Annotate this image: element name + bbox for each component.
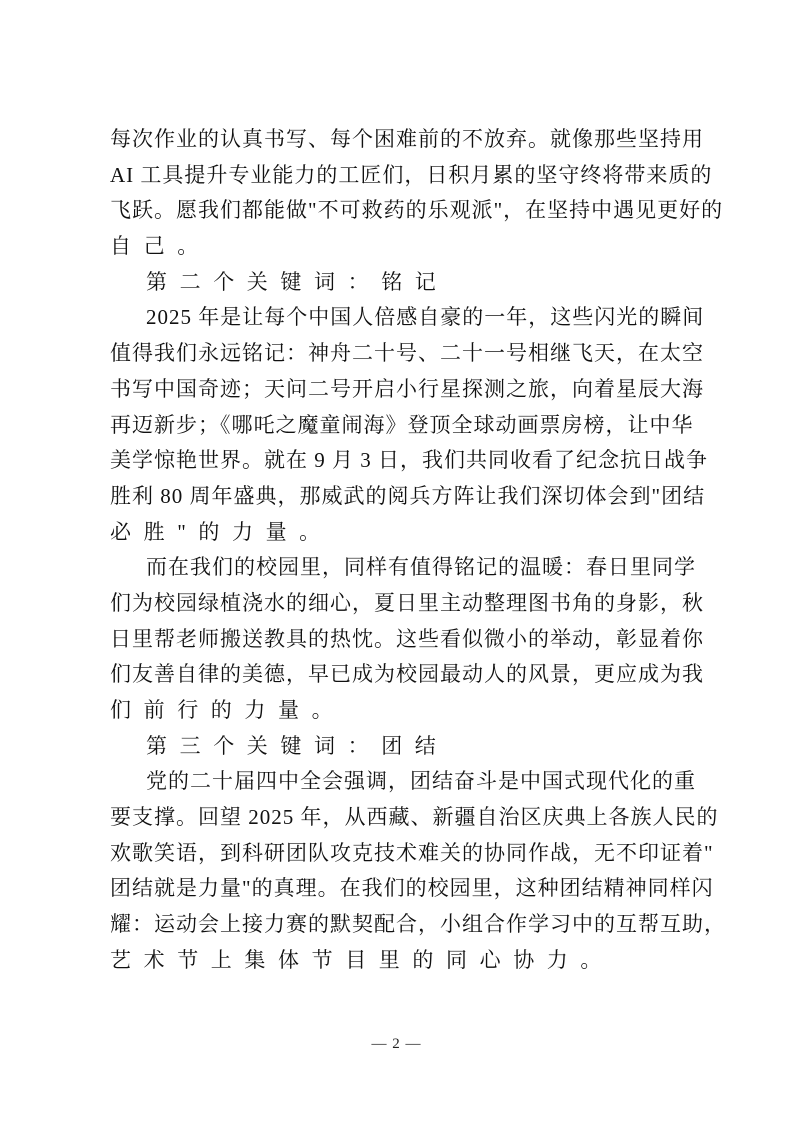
text-line: 2025 年是让每个中国人倍感自豪的一年，这些闪光的瞬间 (146, 305, 705, 330)
document-body (110, 122, 726, 979)
text-line: 欢歌笑语，到科研团队攻克技术难关的协同作战，无不印证着" (110, 840, 714, 865)
text-line: AI 工具提升专业能力的工匠们，日积月累的坚守终将带来质的 (110, 162, 713, 187)
text-line: 而在我们的校园里，同样有值得铭记的温暖：春日里同学 (146, 555, 696, 580)
text-line: 第二个关键词：铭记 (146, 269, 449, 294)
paragraph (110, 764, 726, 978)
text-line: 第三个关键词：团结 (146, 733, 449, 758)
text-line: 耀：运动会上接力赛的默契配合，小组合作学习中的互帮互助， (110, 912, 726, 937)
paragraph (110, 300, 708, 550)
text-line: 要支撑。回望 2025 年，从西藏、新疆自治区庆典上各族人民的 (110, 805, 719, 830)
text-line: 美学惊艳世界。就在 9 月 3 日，我们共同收看了纪念抗日战争 (110, 448, 708, 473)
text-line: 自己。 (110, 234, 211, 259)
text-line: 们友善自律的美德，早已成为校园最动人的风景，更应成为我 (110, 662, 704, 687)
text-line: 日里帮老师搬送教具的热忱。这些看似微小的举动，彰显着你 (110, 626, 704, 651)
text-line: 艺术节上集体节目里的同心协力。 (110, 947, 614, 972)
text-line: 每次作业的认真书写、每个困难前的不放弃。就像那些坚持用 (110, 127, 704, 151)
text-line: 们为校园绿植浇水的细心，夏日里主动整理图书角的身影，秋 (110, 590, 704, 615)
section-heading (110, 729, 686, 765)
text-line: 再迈新步；《哪吒之魔童闹海》登顶全球动画票房榜，让中华 (110, 412, 694, 437)
text-line: 团结就是力量"的真理。在我们的校园里，这种团结精神同样闪 (110, 876, 714, 901)
section-heading (110, 265, 686, 301)
page-number: — 2 — (371, 1036, 422, 1052)
text-line: 必胜"的力量。 (110, 519, 333, 544)
paragraph (110, 550, 704, 728)
text-line: 党的二十届四中全会强调，团结奋斗是中国式现代化的重 (146, 769, 696, 794)
text-line: 飞跃。愿我们都能做"不可救药的乐观派"，在坚持中遇见更好的 (110, 198, 724, 223)
paragraph (110, 122, 724, 265)
text-line: 们前行的力量。 (110, 698, 346, 722)
text-line: 值得我们永远铭记：神舟二十号、二十一号相继飞天，在太空 (110, 341, 704, 366)
text-line: 书写中国奇迹；天问二号开启小行星探测之旅，向着星辰大海 (110, 376, 704, 401)
text-line: 胜利 80 周年盛典，那威武的阅兵方阵让我们深切体会到"团结 (110, 483, 706, 508)
